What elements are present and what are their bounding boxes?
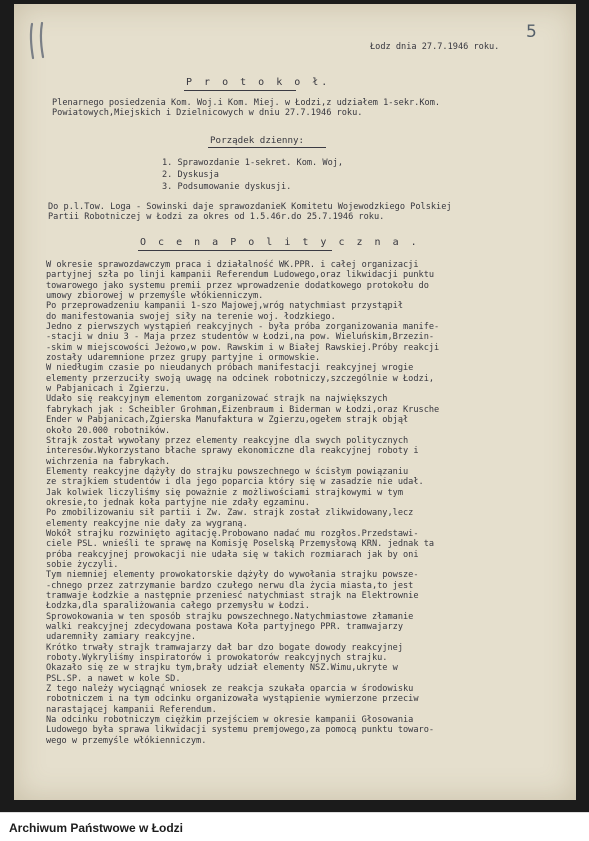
handwritten-page-number: 5 xyxy=(526,22,537,42)
body-line: roboty.Wykryliśmy inspiratorów i prowokatorów reakcyjnych strajku. xyxy=(46,653,388,664)
title-underline xyxy=(184,90,296,91)
body-line: robotniczem i na tym odcinku organizowała wystąpienie wymierzone przeciw xyxy=(46,694,419,705)
body-line: Udało się reakcyjnym elementom zorganizować strajk na największych xyxy=(46,394,388,405)
body-line: Elementy reakcyjne dążyły do strajku powszechnego w ścisłym powiązaniu xyxy=(46,466,409,477)
body-line: walki reakcyjnej zdecydowana postawa Koła partyjnego PPR. tramwajarzy xyxy=(46,622,403,633)
body-line: Wokół strajku rozwinięto agitację.Probowano nadać mu rozgłos.Przedstawi- xyxy=(46,528,419,539)
body-line: W niedługim czasie po nieudanych próbach manifestacji reakcyjnej wrogie xyxy=(46,363,414,374)
document-title: P r o t o k o ł. xyxy=(186,77,331,88)
agenda-item: 1. Sprawozdanie 1-sekret. Kom. Woj, xyxy=(162,158,344,168)
subtitle-line-2: Powiatowych,Miejskich i Dzielnicowych w dniu 27.7.1946 roku. xyxy=(52,108,363,118)
body-line: udaremniły zamiary reakcyjne. xyxy=(46,632,197,643)
body-line: PSL.SP. a nawet w kole SD. xyxy=(46,673,181,684)
agenda-item: 2. Dyskusja xyxy=(162,170,219,180)
body-line: -stacji w dniu 3 - Maja przez studentów w Łodzi,na pow. Wieluńskim,Brzezin- xyxy=(46,332,435,343)
body-line: próba reakcyjnej prowokacji nie udała się w takich rozmiarach jak by oni xyxy=(46,549,419,560)
body-line: Po zmobilizowaniu sił partii i Zw. Zaw. strajk został zlikwidowany,lecz xyxy=(46,508,414,519)
agenda-item: 3. Podsumowanie dyskusji. xyxy=(162,182,292,192)
body-line: Jedno z pierwszych wystąpień reakcyjnych - była próba zorganizowania manife- xyxy=(46,322,440,333)
body-line: Okazało się ze w strajku tym,brały udział elementy NSZ.Wimu,ukryte w xyxy=(46,663,398,674)
body-line: okresie,to jednak koła partyjne nie zdały egzaminu. xyxy=(46,497,310,508)
body-line: Strajk został wywołany przez elementy reakcyjne dla swych politycznych xyxy=(46,435,409,446)
body-line: -chnego przez zatrzymanie bardzo czułego nerwu dla życia miasta,to jest xyxy=(46,580,414,591)
body-line: około 20.000 robotników. xyxy=(46,425,171,436)
body-line: partyjnej szła po linji kampanii Referendum Ludowego,oraz likwidacji punktu xyxy=(46,270,435,281)
body-line: elementy przerzuciły swoją uwagę na odcinek robotniczy,szczególnie w Łodzi, xyxy=(46,373,435,384)
body-line: umowy zbiorowej w przemyśle włókienniczym. xyxy=(46,291,264,302)
body-line: towarowego jako systemu premii przez wprowadzenie dodatkowego protokołu do xyxy=(46,280,429,291)
body-line: tramwaje Łodzkie a następnie przeniesć natychmiast strajk na Elektrownie xyxy=(46,591,419,601)
body-line: W okresie sprawozdawczym praca i działalność WK.PPR. i całej organizacji xyxy=(46,260,419,270)
pencil-marks xyxy=(24,22,54,62)
body-line: Tym niemniej elementy prowokatorskie dążyły do wywołania strajku powsze- xyxy=(46,570,419,581)
body-line: Krótko trwały strajk tramwajarzy dał bar dzo bogate dowody reakcyjnej xyxy=(46,642,403,653)
body-line: w Pabjanicach i Zgierzu. xyxy=(46,384,171,395)
body-line: Sprowokowania w ten sposób strajku powszechnego.Natychmiastowe złamanie xyxy=(46,611,414,622)
body-line: wichrzenia na fabrykach. xyxy=(46,456,171,467)
body-line: Po przeprowadzeniu kampanii 1-szo Majowej,wróg natychmiast przystąpił xyxy=(46,301,403,312)
body-line: interesów.Wykorzystano błache sprawy ekonomiczne dla reakcyjnej roboty i xyxy=(46,446,419,457)
body-line: wego w przemyśle włókienniczym. xyxy=(46,735,207,746)
document-date: Łodz dnia 27.7.1946 roku. xyxy=(370,42,500,52)
section-heading: O c e n a P o l i t y c z n a . xyxy=(140,237,420,248)
body-line: Łodzka,dla sparaliżowania całego przemysłu w Łodzi. xyxy=(46,601,310,612)
body-line: Na odcinku robotniczym ciężkim przejściem w okresie kampanii Głosowania xyxy=(46,715,414,726)
intro-line-1: Do p.l.Tow. Loga - Sowinski daje sprawozdanieK Komitetu Wojewodzkiego Polskiej xyxy=(48,202,452,212)
body-line: do manifestowania swojej siły na terenie woj. łodzkiego. xyxy=(46,311,336,322)
body-line: sobie życzyli. xyxy=(46,559,119,570)
section-underline xyxy=(138,250,332,251)
document-body xyxy=(46,260,439,746)
body-line: narastającej kampanii Referendum. xyxy=(46,704,217,715)
body-line: ze strajkiem studentów i dla jego poparcia który się w zasadzie nie udał. xyxy=(46,477,424,488)
document-page xyxy=(14,4,576,800)
body-line: Jak kolwiek liczyliśmy się poważnie z możliwościami strajkowymi w tym xyxy=(46,487,403,498)
archive-name: Archiwum Państwowe w Łodzi xyxy=(9,821,184,835)
body-line: Z tego należy wyciągnąć wniosek ze reakcja szukała oparcia w środowisku xyxy=(46,684,414,695)
body-line: ciele PSL. wnieśli te sprawę na Komisję Poselską Przemysłową KRN. jednak ta xyxy=(46,539,435,550)
agenda-underline xyxy=(208,147,326,148)
body-line: Ender w Pabjanicach,Zgierska Manufaktura w Zgierzu,ogełem strajk objął xyxy=(46,415,409,426)
body-line: elementy reakcyjne nie dały za wygraną. xyxy=(46,518,248,529)
body-line: -skim w miejscowości Jeżowo,w pow. Rawskim i w Białej Rawskiej.Próby reakcji xyxy=(46,342,440,353)
subtitle-line-1: Plenarnego posiedzenia Kom. Woj.i Kom. Miej. w Łodzi,z udziałem 1-sekr.Kom. xyxy=(52,98,441,108)
agenda-heading: Porządek dzienny: xyxy=(210,135,305,146)
body-line: zostały udaremnione przez grupy partyjne i ormowskie. xyxy=(46,353,321,364)
intro-line-2: Partii Robotniczej w Łodzi za okres od 1.5.46r.do 25.7.1946 roku. xyxy=(48,212,385,222)
body-line: Ludowego była sprawa likwidacji systemu premjowego,za pomocą punktu towaro- xyxy=(46,725,435,736)
body-line: fabrykach jak : Scheibler Grohman,Eizenbraum i Biderman w Łodzi,oraz Krusche xyxy=(46,404,440,415)
archive-footer xyxy=(0,812,589,841)
